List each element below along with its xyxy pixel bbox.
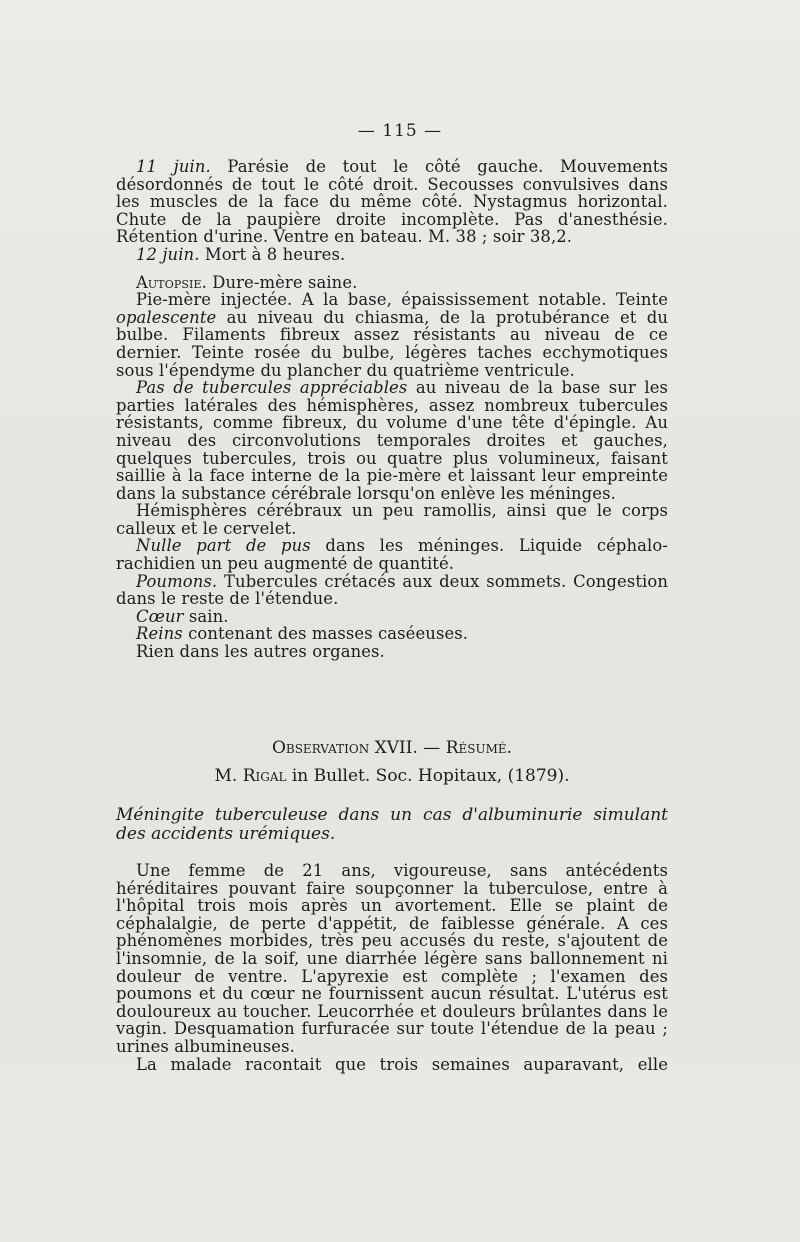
paragraph-summary: Une femme de 21 ans, vigoureuse, sans antécédents héréditaires pouvant faire soupçonner la tuberculose, entre à l'hôpital trois mois après un avortement. Elle se plaint de céphalalgie, de perte d'appétit, de faiblesse générale. A ces phénomènes morbides, très peu accusés du reste, s'ajoutent de l'insomnie, de la soif, une diarrhée légère sans ballonnement ni douleur de ventre. L'apyrexie est complète ; l'examen des poumons et du cœur ne fournissent aucun résultat. L'utérus est douloureux au toucher. Leucorrhée et douleurs brûlantes dans le vagin. Desquamation furfuracée sur toute l'étendue de la peau ; urines albumineuses. xyxy=(116,861,668,1056)
paragraph-pie-mere: Pie-mère injectée. A la base, épaississement notable. Teinte opalescente au niveau du chiasma, de la protubérance et du bulbe. Filaments fibreux assez résistants au niveau de ce dernier. Teinte rosée du bulbe, légères taches ecchymotiques sous l'épendyme du plancher du quatrième ventricule. xyxy=(116,290,668,380)
paragraph-rien: Rien dans les autres organes. xyxy=(136,642,385,662)
observation-body xyxy=(116,158,668,661)
observation-heading: Observation XVII. — Résumé. xyxy=(271,738,513,758)
paragraph-autopsie: Autopsie. Dure-mère saine. xyxy=(136,272,358,292)
page-number: — 115 — xyxy=(357,121,443,141)
section-label: Autopsie. xyxy=(136,272,207,292)
paragraph-12-juin: 12 juin. Mort à 8 heures. xyxy=(136,244,346,264)
paragraph-11-juin: 11 juin. Parésie de tout le côté gauche. Mouvements désordonnés de tout le côté droit. Secousses convulsives dans les muscles de la face du même côté. Nystagmus horizontal. Chute de la paupière droite incomplète. Pas d'anesthésie. Rétention d'urine. Ventre en bateau. M. 38 ; soir 38,2. xyxy=(116,157,668,247)
paragraph-continuation: La malade racontait que trois semaines auparavant, elle xyxy=(136,1054,668,1074)
paragraph-pus: Nulle part de pus dans les méninges. Liquide céphalo-rachidien un peu augmenté de quantité. xyxy=(116,536,668,574)
date-label: 11 juin. xyxy=(136,157,211,176)
source-citation: M. Rigal in Bullet. Soc. Hopitaux, (1879). xyxy=(214,766,570,786)
observation-subtitle: Méningite tuberculeuse dans un cas d'albuminurie simulant des accidents urémiques. xyxy=(116,805,668,844)
paragraph-hemispheres: Hémisphères cérébraux un peu ramollis, ainsi que le corps calleux et le cervelet. xyxy=(116,501,668,538)
paragraph-tubercules: Pas de tubercules appréciables au niveau de la base sur les parties latérales des hémisphères, assez nombreux tubercules résistants, comme fibreux, du volume d'une tête d'épingle. Au niveau des circonvolutions temporales droites et gauches, quelques tubercules, trois ou quatre plus volumineux, faisant saillie à la face interne de la pie-mère et laissant leur empreinte dans la substance cérébrale lorsqu'on enlève les méninges. xyxy=(116,378,669,503)
summary-body xyxy=(116,862,668,1073)
date-label: 12 juin. xyxy=(136,244,200,264)
paragraph-poumons: Poumons. Tubercules crétacés aux deux sommets. Congestion dans le reste de l'étendue. xyxy=(116,571,668,609)
paragraph-coeur: Cœur sain. xyxy=(136,606,229,626)
paragraph-reins: Reins contenant des masses caséeuses. xyxy=(136,624,469,644)
